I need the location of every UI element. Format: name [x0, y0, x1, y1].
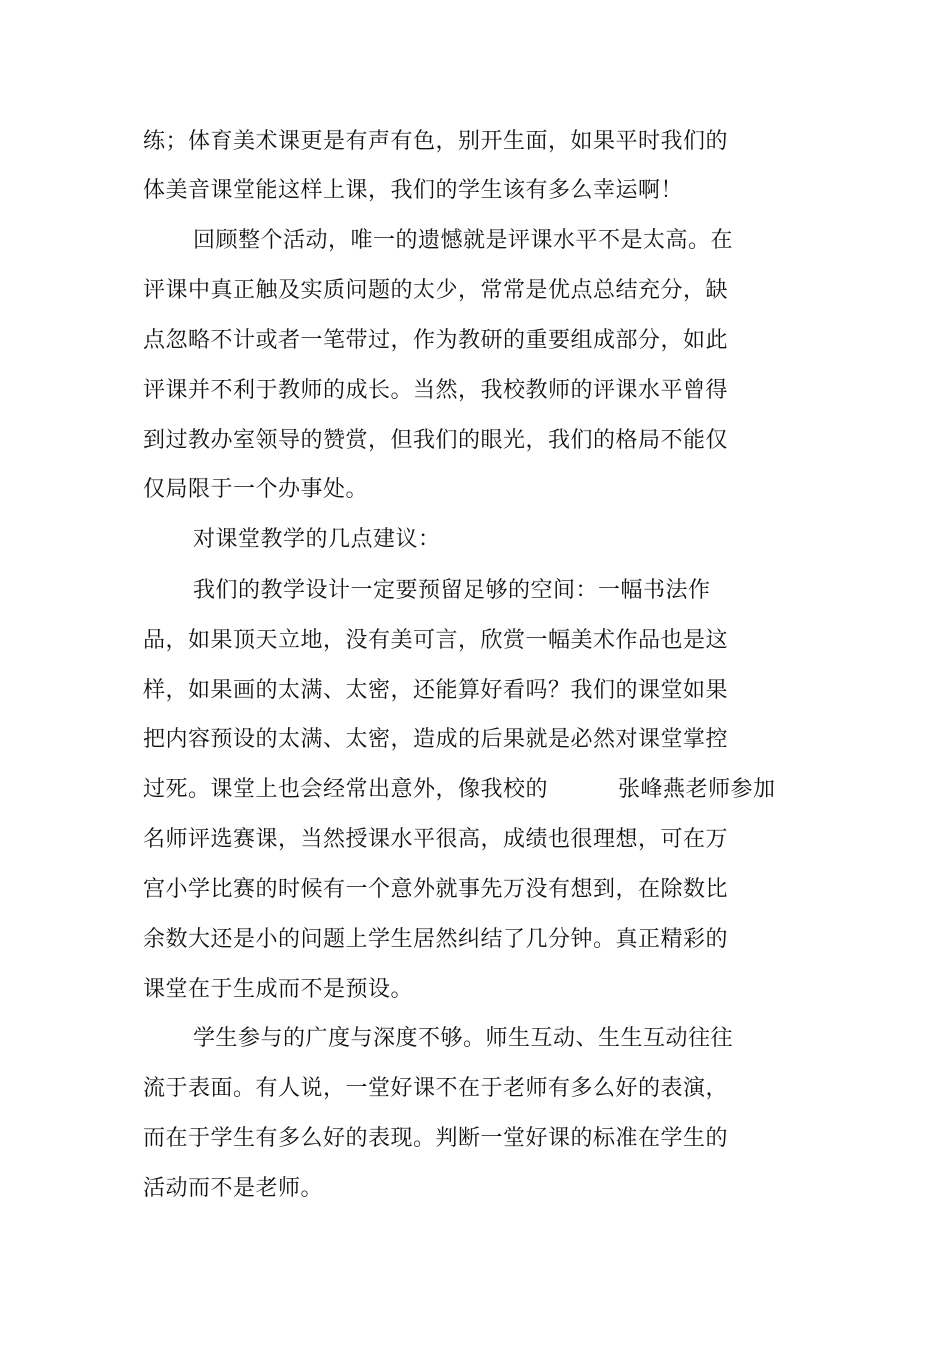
paragraph-first-line: 我们的教学设计一定要预留足够的空间：一幅书法作 [193, 578, 711, 603]
text-line: 体美音课堂能这样上课，我们的学生该有多么幸运啊！ [143, 178, 684, 203]
text-line: 点忽略不计或者一笔带过，作为教研的重要组成部分，如此 [143, 328, 729, 353]
text-line: 而在于学生有多么好的表现。判断一堂好课的标准在学生的 [143, 1126, 729, 1151]
text-line: 名师评选赛课，当然授课水平很高，成绩也很理想，可在万 [143, 827, 729, 852]
text-line: 评课并不利于教师的成长。当然，我校教师的评课水平曾得 [143, 378, 729, 403]
paragraph-first-line: 回顾整个活动，唯一的遗憾就是评课水平不是太高。在 [193, 228, 734, 253]
text-segment: 张峰燕老师参加 [618, 777, 776, 802]
text-line: 仅局限于一个办事处。 [143, 477, 369, 502]
text-line: 余数大还是小的问题上学生居然纠结了几分钟。真正精彩的 [143, 927, 729, 952]
text-line [143, 775, 776, 805]
text-line: 宫小学比赛的时候有一个意外就事先万没有想到，在除数比 [143, 877, 729, 902]
text-line: 评课中真正触及实质问题的太少，常常是优点总结充分，缺 [143, 278, 729, 303]
text-segment: 过死。课堂上也会经常出意外，像我校的 [143, 777, 549, 802]
text-line: 把内容预设的太满、太密，造成的后果就是必然对课堂掌控 [143, 727, 729, 752]
text-line: 到过教办室领导的赞赏，但我们的眼光，我们的格局不能仅 [143, 428, 729, 453]
text-line: 课堂在于生成而不是预设。 [143, 977, 414, 1002]
paragraph-first-line: 学生参与的广度与深度不够。师生互动、生生互动往往 [193, 1026, 734, 1051]
text-line: 品，如果顶天立地，没有美可言，欣赏一幅美术作品也是这 [143, 628, 729, 653]
text-line: 练；体育美术课更是有声有色，别开生面，如果平时我们的 [143, 129, 729, 154]
text-line: 样，如果画的太满、太密，还能算好看吗？我们的课堂如果 [143, 678, 729, 703]
section-heading: 对课堂教学的几点建议： [193, 527, 441, 552]
text-line: 活动而不是老师。 [143, 1176, 324, 1201]
text-line: 流于表面。有人说，一堂好课不在于老师有多么好的表演， [143, 1076, 729, 1101]
